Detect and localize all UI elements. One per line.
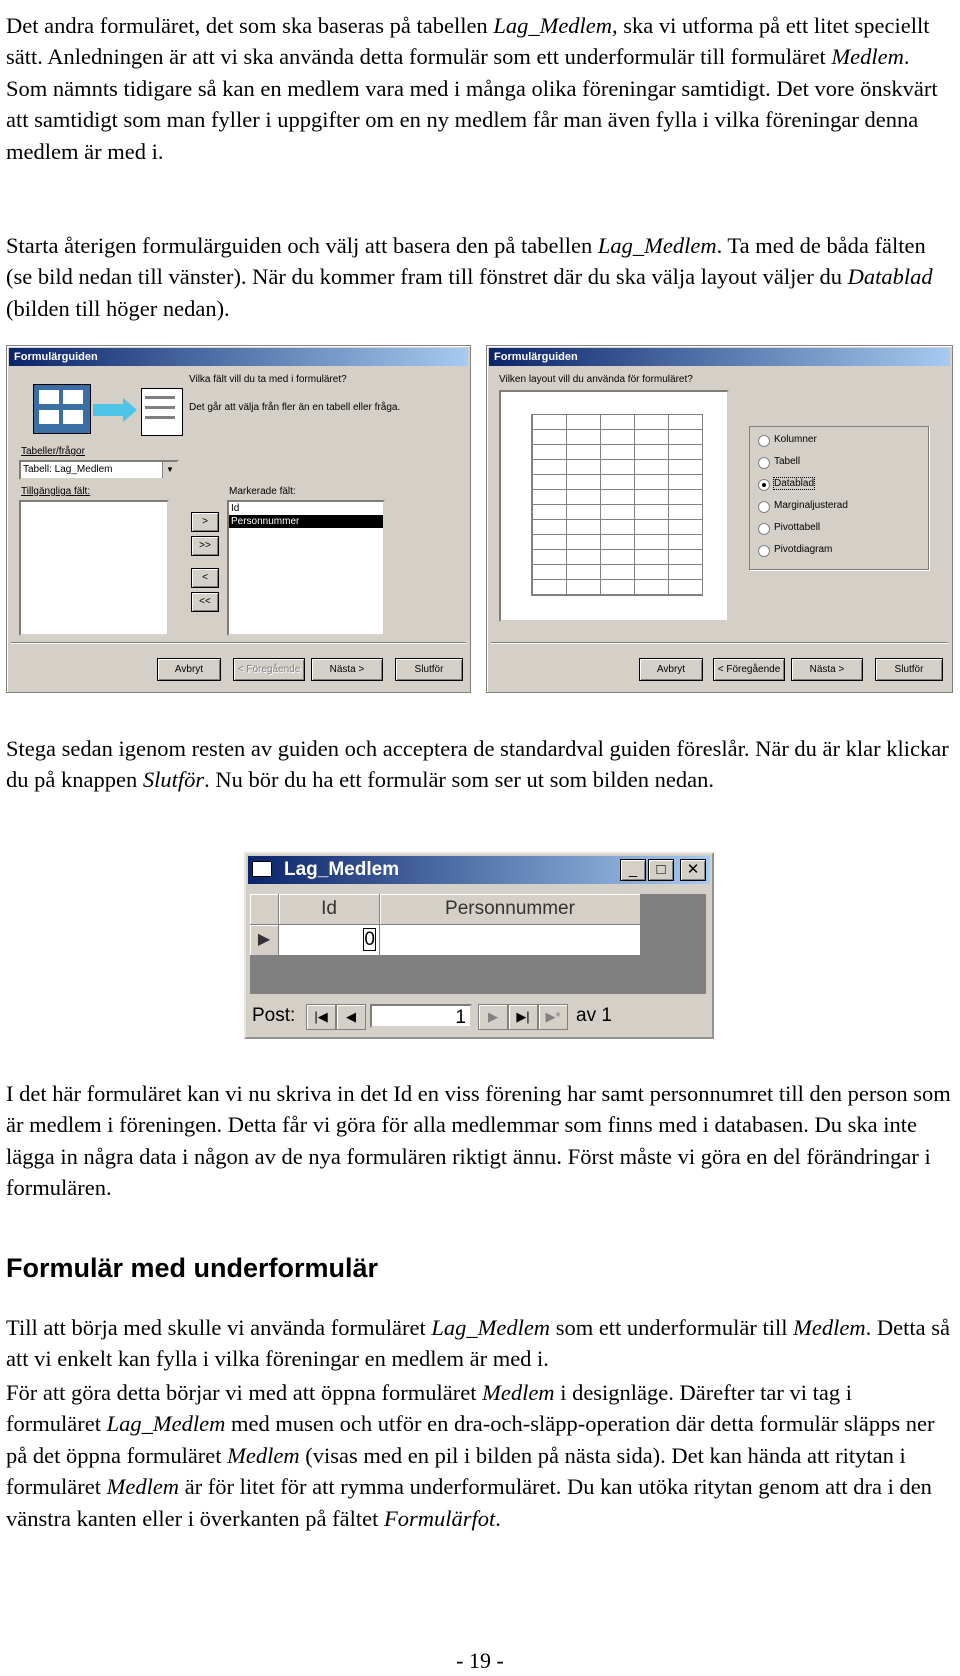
cancel-button[interactable]: Avbryt [639, 658, 703, 681]
cancel-button[interactable]: Avbryt [157, 658, 221, 681]
personnummer-cell[interactable] [380, 925, 641, 956]
section-heading: Formulär med underformulär [6, 1253, 379, 1283]
record-label: Post: [252, 1005, 296, 1026]
radio-pivotdiagram[interactable] [758, 545, 770, 557]
drag-drop-paragraph: För att göra detta börjar vi med att öppna formuläret Medlem i designläge. Därefter tar vi tag i formuläret Lag_Medlem med musen och utför en dra-och-släpp-operation där detta formulär släpps ner på det öppna formuläret Medlem (visas med en pil i bilden på nästa sida). Det kan hända att ritytan i formuläret Medlem är för litet för att rymma underformuläret. Du kan utöka ritytan genom att dra i den vänstra kanten eller i överkanten på fältet Formulärfot. [6, 1379, 935, 1531]
maximize-icon[interactable]: □ [648, 859, 674, 881]
selected-fields-label: Markerade fält: [229, 486, 296, 497]
chevron-down-icon[interactable]: ▼ [162, 462, 177, 478]
finish-instructions-paragraph: Stega sedan igenom resten av guiden och acceptera de standardval guiden föreslår. När du är klar klickar du på knappen Slutför. Nu bör du ha ett formulär som ser ut som bilden nedan. [6, 735, 949, 792]
subform-intro-paragraph: Till att börja med skulle vi använda formuläret Lag_Medlem som ett underformulär till Medlem. Detta så att vi enkelt kan fylla i vilka föreningar en medlem är med i. [6, 1314, 950, 1371]
next-record-icon[interactable]: ▶ [478, 1004, 508, 1030]
question-layout: Vilken layout vill du använda för formuläret? [499, 374, 693, 385]
next-button[interactable]: Nästa > [791, 658, 863, 681]
wizard-illustration [33, 374, 183, 442]
option-label[interactable]: Kolumner [774, 434, 817, 445]
available-fields-label: Tillgängliga fält: [21, 486, 91, 497]
datasheet-icon [252, 861, 272, 877]
table-select[interactable]: Tabell: Lag_Medlem ▼ [19, 460, 179, 480]
record-navigation-bar [250, 999, 706, 1033]
last-record-icon[interactable]: ▶| [508, 1004, 538, 1030]
finish-button[interactable]: Slutför [875, 658, 943, 681]
record-count: av 1 [576, 1005, 612, 1026]
record-number-input[interactable]: 1 [370, 1004, 472, 1028]
radio-marginaljusterad[interactable] [758, 501, 770, 513]
page-number: - 19 - [456, 1648, 504, 1673]
new-record-icon[interactable]: ▶* [538, 1004, 568, 1030]
question-multiple-tables: Det går att välja från fler än en tabell eller fråga. [189, 402, 401, 413]
selected-fields-list[interactable] [227, 500, 385, 636]
dialog-title: Formulärguiden [489, 348, 950, 366]
option-label[interactable]: Tabell [774, 456, 801, 467]
form-usage-paragraph: I det här formuläret kan vi nu skriva in det Id en viss förening har samt personnumret till den person som är medlem i föreningen. Detta får vi göra för alla medlemmar som finns med i databasen. Du ska inte lägga in några data i någon av de nya formulären riktigt ännu. Först måste vi göra en del förändringar i formulären. [6, 1080, 951, 1200]
layout-preview [499, 390, 729, 622]
radio-kolumner[interactable] [758, 435, 770, 447]
close-icon[interactable]: ✕ [680, 859, 706, 881]
option-label[interactable]: Marginaljusterad [774, 500, 848, 511]
previous-record-icon[interactable]: ◀ [336, 1004, 366, 1030]
available-fields-list[interactable] [19, 500, 169, 636]
first-record-icon[interactable]: |◀ [306, 1004, 336, 1030]
window-title: Lag_Medlem [248, 856, 710, 884]
list-item[interactable]: Id [231, 503, 240, 514]
radio-tabell[interactable] [758, 457, 770, 469]
question-fields: Vilka fält vill du ta med i formuläret? [189, 374, 347, 385]
intro-paragraph: Det andra formuläret, det som ska baseras på tabellen Lag_Medlem, ska vi utforma på ett litet speciellt sätt. Anledningen är att vi ska använda detta formulär som ett underformulär till formuläret Medlem. Som nämnts tidigare så kan en medlem vara med i många olika föreningar samtidigt. Det vore önskvärt att samtidigt som man fyller i uppgifter om en ny medlem får man även fylla i vilka föreningar denna medlem är med i. [6, 12, 938, 164]
minimize-icon[interactable]: _ [620, 859, 646, 881]
datasheet-grid [250, 894, 706, 994]
id-cell[interactable]: 0 [279, 925, 380, 956]
next-button[interactable]: Nästa > [311, 658, 383, 681]
column-header-personnummer[interactable]: Personnummer [380, 894, 641, 925]
move-one-right-button[interactable]: > [191, 512, 219, 532]
option-label[interactable]: Datablad [774, 478, 815, 489]
layout-options-group [749, 426, 929, 570]
radio-pivottabell[interactable] [758, 523, 770, 535]
dialog-title: Formulärguiden [9, 348, 468, 366]
form-wizard-fields-dialog [6, 345, 471, 693]
finish-button[interactable]: Slutför [395, 658, 463, 681]
list-item[interactable]: Personnummer [229, 515, 383, 528]
radio-datablad[interactable] [758, 479, 770, 491]
form-wizard-layout-dialog [486, 345, 953, 693]
row-selector-header[interactable] [250, 894, 279, 925]
lag-medlem-form-window [244, 852, 714, 1039]
column-header-id[interactable]: Id [279, 894, 380, 925]
tables-queries-label: Tabeller/frågor [21, 446, 85, 457]
divider [491, 642, 948, 644]
option-label[interactable]: Pivottabell [774, 522, 821, 533]
divider [11, 642, 466, 644]
previous-button[interactable]: < Föregående [233, 658, 305, 681]
move-one-left-button[interactable]: < [191, 568, 219, 588]
row-selector[interactable]: ▶ [250, 925, 279, 956]
option-label[interactable]: Pivotdiagram [774, 544, 833, 555]
previous-button[interactable]: < Föregående [713, 658, 785, 681]
move-all-left-button[interactable]: << [191, 592, 219, 612]
move-all-right-button[interactable]: >> [191, 536, 219, 556]
wizard-instructions-paragraph: Starta återigen formulärguiden och välj att basera den på tabellen Lag_Medlem. Ta med de båda fälten (se bild nedan till vänster). När du kommer fram till fönstret där du ska välja layout väljer du Datablad (bilden till höger nedan). [6, 232, 933, 321]
